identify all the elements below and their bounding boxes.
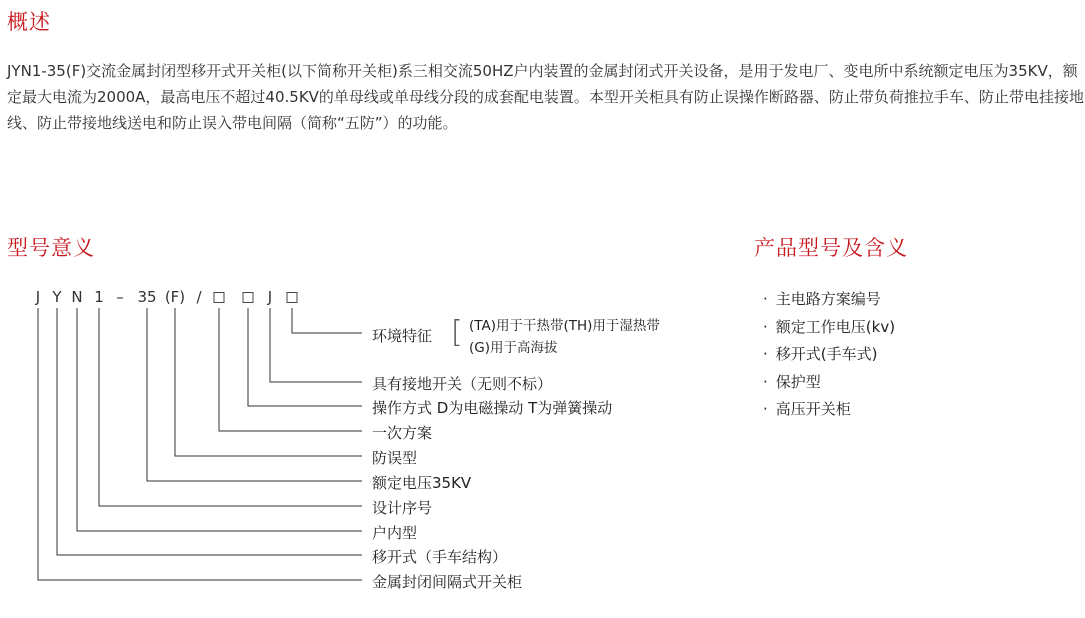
label-metal-enclosed: 金属封闭间隔式开关柜 (372, 573, 523, 591)
product-meaning-list (763, 286, 895, 424)
env-bracket: [ (451, 315, 463, 350)
code-char-35: 35 (137, 288, 157, 306)
code-char-slash: / (196, 288, 202, 306)
code-char-1: 1 (94, 288, 104, 306)
list-item: · 高压开关柜 (763, 396, 895, 424)
product-meaning-heading: 产品型号及含义 (754, 236, 908, 260)
code-char-y: Y (52, 288, 62, 306)
label-withdrawable: 移开式（手车结构） (372, 548, 508, 566)
list-item: · 主电路方案编号 (763, 286, 895, 314)
label-design-serial: 设计序号 (372, 499, 433, 517)
list-item: · 移开式(手车式) (763, 341, 895, 369)
label-indoor-type: 户内型 (372, 524, 418, 542)
code-char-j2: J (267, 288, 273, 306)
code-char-n: N (71, 288, 83, 306)
label-env-feature: 环境特征 (372, 327, 433, 345)
model-meaning-heading: 型号意义 (7, 236, 95, 260)
label-earthing-switch: 具有接地开关（无则不标） (372, 375, 553, 393)
overview-heading: 概述 (7, 10, 51, 34)
label-anti-misoperation: 防误型 (372, 449, 418, 467)
env-option-tropical: (TA)用于干热带(TH)用于湿热带 (469, 318, 660, 334)
label-operation-mode: 操作方式 D为电磁操动 T为弹簧操动 (372, 399, 613, 417)
list-item: · 保护型 (763, 369, 895, 397)
code-char-f: (F) (164, 288, 186, 306)
list-item: · 额定工作电压(kv) (763, 314, 895, 342)
label-rated-voltage: 额定电压35KV (372, 474, 472, 492)
env-option-altitude: (G)用于高海拔 (469, 340, 558, 356)
code-char-dash: – (116, 288, 124, 306)
code-char-j: J (35, 288, 41, 306)
label-primary-scheme: 一次方案 (372, 424, 433, 442)
overview-paragraph: JYN1-35(F)交流金属封闭型移开式开关柜(以下简称开关柜)系三相交流50HZ户内装置的金属封闭式开关设备，是用于发电厂、变电所中系统额定电压为35KV，额定最大电流为2000A，最高电压不超过40.5KV的单母线或单母线分段的成套配电装置。本型开关柜具有防止误操作断路器、防止带负荷推拉手车、防止带电挂接地线、防止带接地线送电和防止误入带电间隔（简称“五防”）的功能。 (7, 62, 1084, 132)
